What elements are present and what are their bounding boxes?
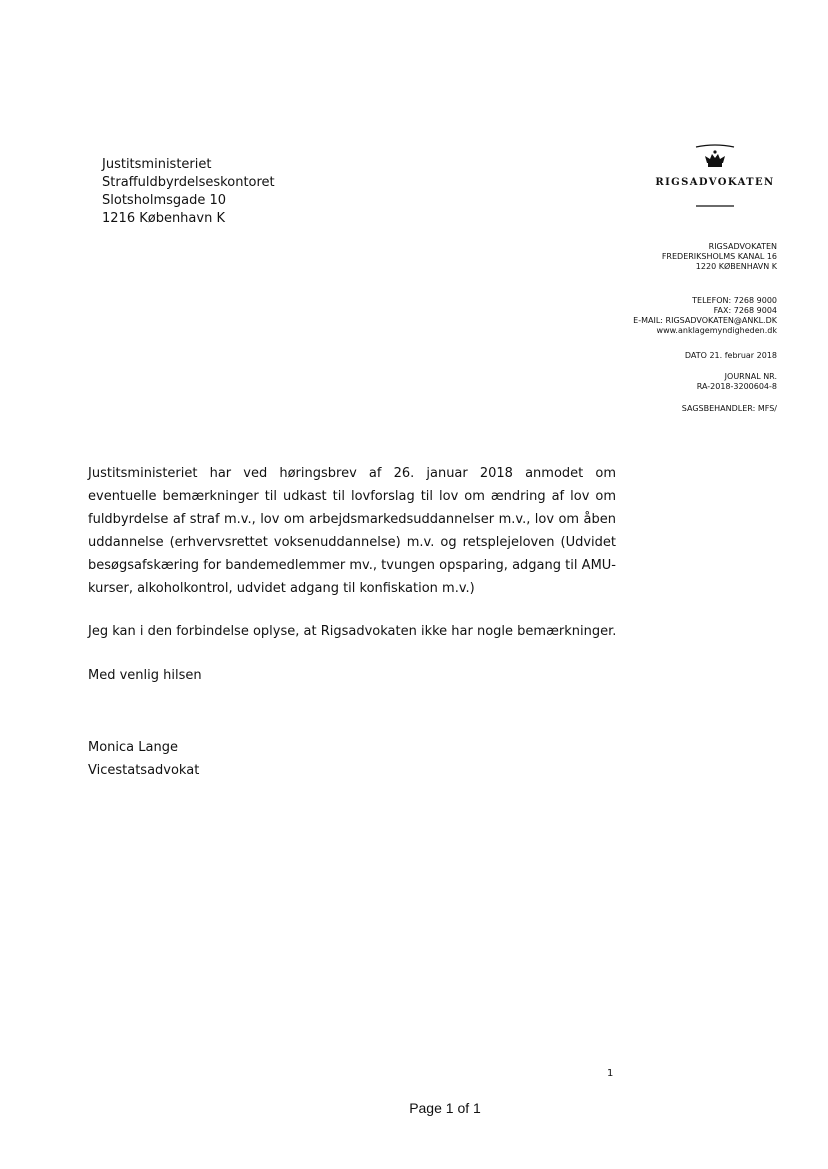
page-footer: Page 1 of 1	[409, 1100, 481, 1116]
logo-text: RIGSADVOKATEN	[655, 177, 775, 188]
page-number: 1	[607, 1068, 614, 1079]
sender-city: 1220 KØBENHAVN K	[695, 262, 777, 271]
recipient-line: Straffuldbyrdelseskontoret	[102, 175, 275, 190]
sender-address	[662, 242, 777, 272]
logo	[650, 140, 780, 212]
signature-block	[88, 736, 199, 782]
sender-street: FREDERIKSHOLMS KANAL 16	[661, 252, 777, 261]
contact-info	[633, 296, 777, 336]
signature-name: Monica Lange	[88, 740, 178, 755]
letter-date: DATO 21. februar 2018	[684, 351, 777, 360]
journal-label: JOURNAL NR.	[724, 372, 777, 381]
signature-title: Vicestatsadvokat	[88, 763, 200, 778]
contact-phone: TELEFON: 7268 9000	[692, 296, 777, 305]
recipient-line: 1216 København K	[102, 211, 225, 226]
recipient-line: Justitsministeriet	[102, 157, 212, 172]
journal-info	[697, 372, 777, 392]
contact-email: E-MAIL: RIGSADVOKATEN@ANKL.DK	[633, 316, 777, 325]
journal-number: RA-2018-3200604-8	[696, 382, 777, 391]
logo-ornament	[650, 140, 780, 212]
recipient-address	[102, 156, 275, 228]
recipient-line: Slotsholmsgade 10	[102, 193, 227, 208]
closing-greeting: Med venlig hilsen	[88, 668, 202, 683]
sender-name: RIGSADVOKATEN	[708, 242, 777, 251]
case-handler: SAGSBEHANDLER: MFS/	[681, 404, 777, 413]
body-paragraph-2: Jeg kan i den forbindelse oplyse, at Rigsadvokaten ikke har nogle bemærkninger.	[88, 624, 617, 639]
contact-fax: FAX: 7268 9004	[713, 306, 777, 315]
contact-web: www.anklagemyndigheden.dk	[656, 326, 777, 335]
crown-icon	[705, 150, 725, 167]
body-paragraph-1: Justitsministeriet har ved høringsbrev af 26. januar 2018 anmodet om eventuelle bemærkninger til udkast til lovforslag til lov om ændring af lov om fuldbyrdelse af straf m.v., lov om arbejdsmarkedsuddannelser m.v., lov om åben uddannelse (erhvervsrettet voksenuddannelse) m.v. og retsplejeloven (Udvidet besøgsafskæring for bandemedlemmer mv., tvungen opsparing, adgang til AMU-kurser, alkoholkontrol, udvidet adgang til konfiskation m.v.)	[88, 466, 616, 596]
